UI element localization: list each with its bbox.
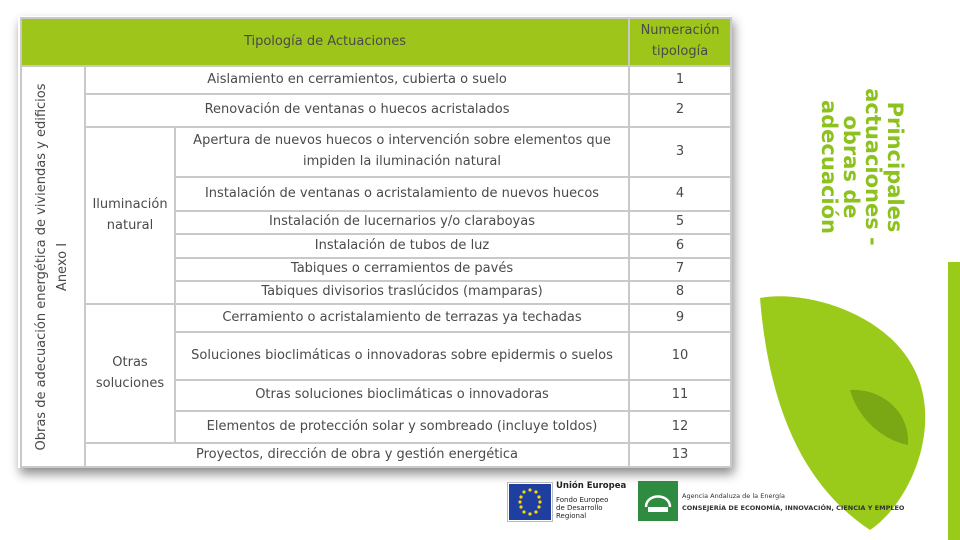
group-natural: Iluminación natural	[85, 127, 175, 304]
table-row	[21, 94, 731, 127]
row-text: Tabiques divisorios traslúcidos (mamparas)	[175, 281, 629, 304]
row-num: 9	[629, 304, 731, 332]
agency-line-2: CONSEJERÍA DE ECONOMÍA, INNOVACIÓN, CIENCIA Y EMPLEO	[682, 503, 905, 512]
agency-label	[682, 493, 904, 513]
row-text: Tabiques o cerramientos de pavés	[175, 258, 629, 281]
row-text: Cerramiento o acristalamiento de terrazas ya techadas	[175, 304, 629, 332]
row-num: 6	[629, 234, 731, 258]
row-num: 1	[629, 66, 731, 94]
eu-label	[556, 482, 636, 520]
table-row	[21, 66, 731, 94]
table-row	[21, 127, 731, 177]
row-text: Aislamiento en cerramientos, cubierta o suelo	[85, 66, 629, 94]
row-text: Renovación de ventanas o huecos acristalados	[85, 94, 629, 127]
side-label-1: Obras de adecuación energética de viviendas y edificios	[34, 82, 50, 451]
side-label-cell	[21, 66, 85, 467]
row-num: 3	[629, 127, 731, 177]
row-num: 8	[629, 281, 731, 304]
green-vertical-bar	[948, 262, 960, 540]
table-header-row	[21, 18, 731, 66]
slide-title-container	[772, 72, 952, 262]
header-title: Tipología de Actuaciones	[21, 18, 629, 66]
row-text: Proyectos, dirección de obra y gestión energética	[85, 443, 629, 467]
row-num: 7	[629, 258, 731, 281]
row-text: Instalación de ventanas o acristalamiento de nuevos huecos	[175, 177, 629, 211]
junta-andalucia-logo-icon	[638, 481, 678, 521]
row-num: 4	[629, 177, 731, 211]
row-text: Instalación de tubos de luz	[175, 234, 629, 258]
agency-line-1: Agencia Andaluza de la Energía	[682, 492, 785, 500]
row-text: Instalación de lucernarios y/o claraboyas	[175, 211, 629, 234]
side-label-2: Anexo I	[55, 242, 70, 291]
eu-title: Unión Europea	[556, 481, 627, 491]
row-num: 10	[629, 332, 731, 380]
table-row	[21, 443, 731, 467]
row-text: Soluciones bioclimáticas o innovadoras sobre epidermis o suelos	[175, 332, 629, 380]
row-text: Elementos de protección solar y sombreado (incluye toldos)	[175, 411, 629, 443]
row-num: 2	[629, 94, 731, 127]
row-text: Apertura de nuevos huecos o intervención sobre elementos que impiden la iluminación natural	[175, 127, 629, 177]
table-row	[21, 304, 731, 332]
slide-title: Principales actuaciones - obras de adecuación	[816, 88, 908, 246]
row-num: 12	[629, 411, 731, 443]
eu-subtitle: Fondo Europeo de Desarrollo Regional	[556, 496, 609, 520]
group-other: Otras soluciones	[85, 304, 175, 443]
header-num: Numeración tipología	[629, 18, 731, 66]
row-num: 5	[629, 211, 731, 234]
row-num: 11	[629, 380, 731, 411]
row-num: 13	[629, 443, 731, 467]
actuaciones-table	[20, 17, 732, 468]
row-text: Otras soluciones bioclimáticas o innovadoras	[175, 380, 629, 411]
eu-flag-icon	[508, 483, 552, 521]
